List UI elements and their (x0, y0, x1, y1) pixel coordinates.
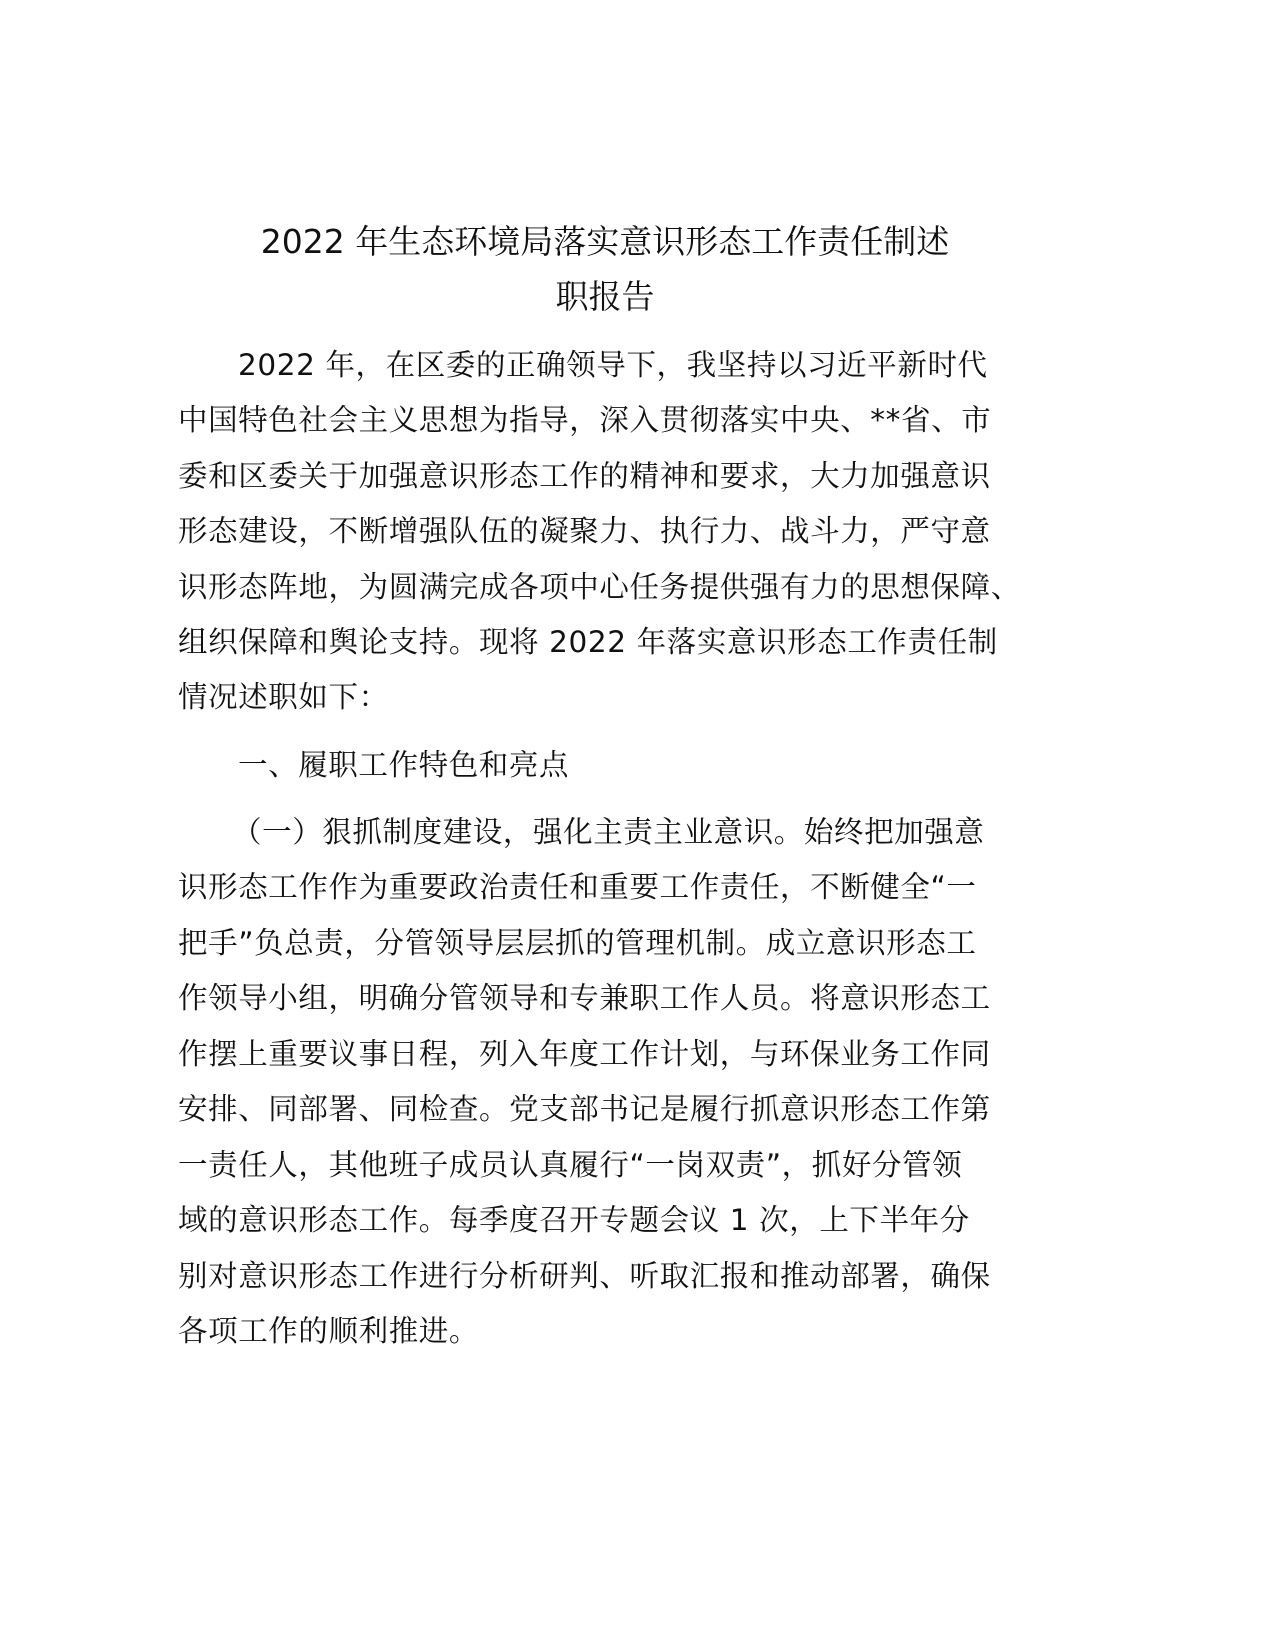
paragraph-line: 识形态工作作为重要政治责任和重要工作责任，不断健全“一 (178, 870, 977, 904)
paragraph-line: 形态建设，不断增强队伍的凝聚力、执行力、战斗力，严守意 (178, 514, 991, 548)
document-title-line-1: 2022 年生态环境局落实意识形态工作责任制述 (260, 222, 950, 261)
paragraph-line: 安排、同部署、同检查。党支部书记是履行抓意识形态工作第 (178, 1092, 991, 1126)
paragraph-line: 组织保障和舆论支持。现将 2022 年落实意识形态工作责任制 (178, 625, 998, 659)
paragraph-line: 2022 年，在区委的正确领导下，我坚持以习近平新时代 (238, 348, 988, 382)
paragraph-line: 各项工作的顺利推进。 (178, 1314, 480, 1348)
paragraph-line: 域的意识形态工作。每季度召开专题会议 1 次，上下半年分 (178, 1203, 970, 1237)
paragraph-line: 识形态阵地，为圆满完成各项中心任务提供强有力的思想保障、 (178, 570, 1021, 604)
paragraph-line: （一）狠抓制度建设，强化主责主业意识。始终把加强意 (232, 815, 985, 849)
document-title-line-2: 职报告 (555, 277, 655, 316)
paragraph-line: 情况述职如下： (178, 680, 389, 714)
paragraph-line: 一责任人，其他班子成员认真履行“一岗双责”，抓好分管领 (178, 1148, 963, 1182)
paragraph-line: 委和区委关于加强意识形态工作的精神和要求，大力加强意识 (178, 459, 991, 493)
section-heading: 一、履职工作特色和亮点 (238, 748, 570, 782)
paragraph-line: 作领导小组，明确分管领导和专兼职工作人员。将意识形态工 (178, 981, 991, 1015)
paragraph-line: 中国特色社会主义思想为指导，深入贯彻落实中央、**省、市 (178, 403, 992, 437)
paragraph-line: 把手”负总责，分管领导层层抓的管理机制。成立意识形态工 (178, 926, 977, 960)
paragraph-line: 别对意识形态工作进行分析研判、听取汇报和推动部署，确保 (178, 1259, 991, 1293)
paragraph-line: 作摆上重要议事日程，列入年度工作计划，与环保业务工作同 (178, 1037, 991, 1071)
